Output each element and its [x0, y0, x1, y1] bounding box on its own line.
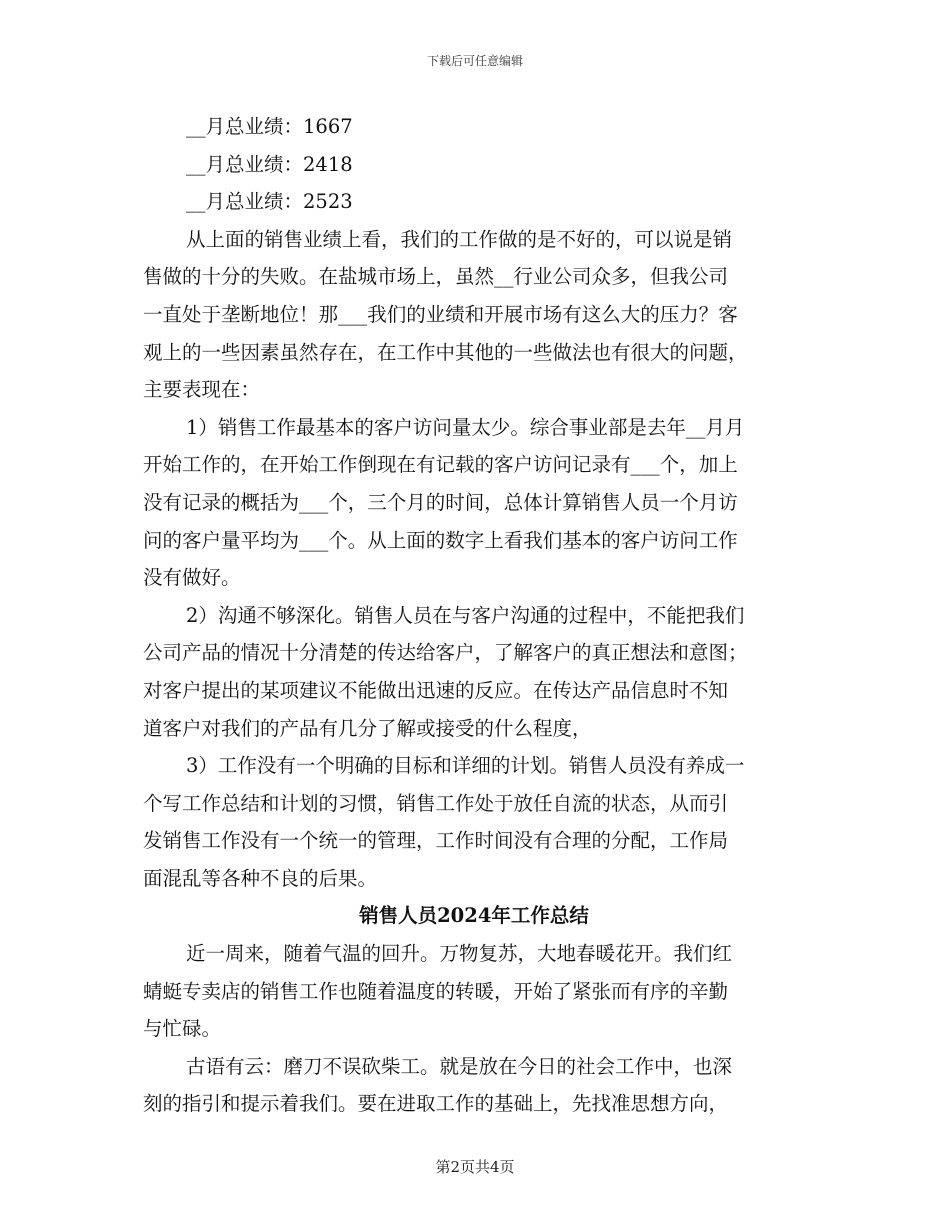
- text-line: 刻的指引和提示着我们。要在进取工作的基础上，先找准思想方向，: [143, 1092, 729, 1116]
- paragraph-start-line: 古语有云：磨刀不误砍柴工。就是放在今日的社会工作中，也深: [186, 1054, 733, 1078]
- text-line: 面混乱等各种不良的后果。: [143, 866, 378, 890]
- text-line: 没有做好。: [143, 566, 241, 590]
- paragraph-start-line: 近一周来，随着气温的回升。万物复苏，大地春暖花开。我们红: [186, 942, 733, 966]
- text-line: 开始工作的，在开始工作倒现在有记载的客户访问记录有___个，加上: [143, 453, 738, 477]
- text-line: 一直处于垄断地位！那___我们的业绩和开展市场有这么大的压力？客: [143, 302, 738, 326]
- paragraph-start-line: 从上面的销售业绩上看，我们的工作做的是不好的，可以说是销: [186, 227, 733, 251]
- text-line: 问的客户量平均为___个。从上面的数字上看我们基本的客户访问工作: [143, 528, 738, 552]
- text-line: 主要表现在：: [143, 378, 261, 402]
- page-header-note: 下载后可任意编辑: [426, 54, 523, 68]
- text-line: 售做的十分的失败。在盐城市场上，虽然__行业公司众多，但我公司: [143, 265, 729, 289]
- paragraph-start-line: 1）销售工作最基本的客户访问量太少。综合事业部是去年__月月: [186, 415, 745, 439]
- text-line: 个写工作总结和计划的习惯，销售工作处于放任自流的状态，从而引: [143, 791, 729, 815]
- text-line: 与忙碌。: [143, 1017, 222, 1041]
- text-line: 蜻蜓专卖店的销售工作也随着温度的转暖，开始了紧张而有序的辛勤: [143, 979, 729, 1003]
- page-number: 第2页共4页: [435, 1158, 515, 1176]
- document-body: [143, 108, 805, 1123]
- text-line: __月总业绩：1667: [186, 115, 353, 138]
- text-line: __月总业绩：2523: [186, 190, 353, 214]
- paragraph-start-line: 2）沟通不够深化。销售人员在与客户沟通的过程中，不能把我们: [186, 603, 745, 627]
- text-line: __月总业绩：2418: [186, 152, 353, 176]
- paragraph-start-line: 3）工作没有一个明确的目标和详细的计划。销售人员没有养成一: [186, 754, 745, 778]
- text-line: 道客户对我们的产品有几分了解或接受的什么程度，: [143, 716, 592, 740]
- text-line: 发销售工作没有一个统一的管理，工作时间没有合理的分配，工作局: [143, 829, 729, 853]
- text-line: 公司产品的情况十分清楚的传达给客户，了解客户的真正想法和意图；: [143, 641, 748, 665]
- text-line: 没有记录的概括为___个，三个月的时间，总体计算销售人员一个月访: [143, 490, 738, 514]
- text-line: 对客户提出的某项建议不能做出迅速的反应。在传达产品信息时不知: [143, 678, 729, 702]
- text-line: 观上的一些因素虽然存在，在工作中其他的一些做法也有很大的问题，: [143, 340, 748, 364]
- section-title: 销售人员2024年工作总结: [359, 904, 589, 928]
